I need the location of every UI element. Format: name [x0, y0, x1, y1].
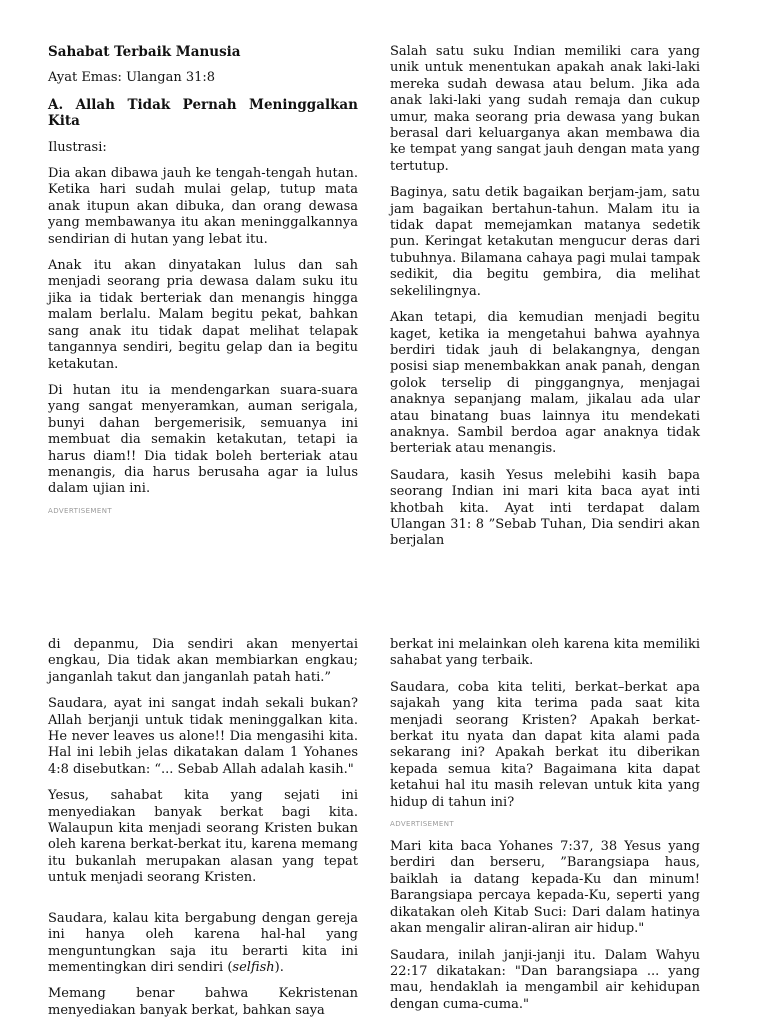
paragraph: Yesus, sahabat kita yang sejati ini menyediakan banyak berkat bagi kita. Walaupun kita menjadi seorang Kristen bukan oleh karena berkat-berkat itu, karena memang itu bukanlah merupakan alasan yang tepat untuk menjadi seorang Kristen.	[48, 788, 358, 886]
paragraph: Saudara, inilah janji-janji itu. Dalam Wahyu 22:17 dikatakan: "Dan barangsiapa ... yang mau, hendaklah ia mengambil air kehidupan dengan cuma-cuma."	[390, 947, 700, 1012]
paragraph	[48, 911, 358, 977]
bottom-right-column	[390, 637, 700, 1023]
paragraph: Salah satu suku Indian memiliki cara yang unik untuk menentukan apakah anak laki-laki mereka sudah dewasa atau belum. Jika ada anak laki-laki yang sudah remaja dan cukup umur, maka seorang pria dewasa yang bukan berasal dari keluarganya akan membawa dia ke tempat yang sangat jauh dengan mata yang tertutup.	[390, 44, 700, 174]
paragraph: berkat ini melainkan oleh karena kita memiliki sahabat yang terbaik.	[390, 637, 700, 669]
paragraph: Dia akan dibawa jauh ke tengah-tengah hutan. Ketika hari sudah mulai gelap, tutup mata anak itupun akan dibuka, dan orang dewasa yang membawanya itu akan meninggalkannya sendirian di hutan yang lebat itu.	[48, 166, 358, 247]
paragraph-text: ).	[274, 959, 284, 975]
paragraph: Saudara, ayat ini sangat indah sekali bukan? Allah berjanji untuk tidak meninggalkan kita. He never leaves us alone!! Dia mengasihi kita. Hal ini lebih jelas dikatakan dalam 1 Yohanes 4:8 disebutkan: “... Sebab Allah adalah kasih."	[48, 696, 358, 777]
paragraph: Memang benar bahwa Kekristenan menyediakan banyak berkat, bahkan saya	[48, 986, 358, 1018]
paragraph: Akan tetapi, dia kemudian menjadi begitu kaget, ketika ia mengetahui bahwa ayahnya berdiri tidak jauh di belakangnya, dengan posisi siap menembakkan anak panah, dengan golok terselip di pinggangnya, menjagai anaknya sepanjang malam, jikalau ada ular atau binatang buas lainnya itu mendekati anaknya. Sambil berdoa agar anaknya tidak berteriak atau menangis.	[390, 310, 700, 457]
paragraph: Mari kita baca Yohanes 7:37, 38 Yesus yang berdiri dan berseru, ”Barangsiapa haus, baiklah ia datang kepada-Ku dan minum! Barangsiapa percaya kepada-Ku, seperti yang dikatakan oleh Kitab Suci: Dari dalam hatinya akan mengalir aliran-aliran air hidup."	[390, 839, 700, 937]
spacer	[48, 897, 358, 911]
illustration-label: Ilustrasi:	[48, 139, 107, 155]
italic-term: selfish	[232, 959, 275, 975]
advertisement-label: ADVERTISEMENT	[48, 506, 113, 515]
advertisement-label: ADVERTISEMENT	[390, 820, 455, 829]
top-left-column	[48, 44, 358, 526]
paragraph-text: Saudara, kalau kita bergabung dengan gereja ini hanya oleh karena hal-hal yang menguntungkan saja itu berarti kita ini mementingkan diri sendiri (	[48, 910, 358, 975]
key-verse: Ayat Emas: Ulangan 31:8	[48, 70, 216, 86]
paragraph: Saudara, coba kita teliti, berkat–berkat apa sajakah yang kita terima pada saat kita menjadi seorang Kristen? Apakah berkat-berkat itu nyata dan dapat kita alami pada sekarang ini? Apakah berkat itu diberikan kepada semua kita? Bagaimana kita dapat ketahui hal itu masih relevan untuk kita yang hidup di tahun ini?	[390, 679, 700, 810]
section-heading-a: A. Allah Tidak Pernah Meninggalkan Kita	[48, 96, 358, 130]
paragraph: Anak itu akan dinyatakan lulus dan sah menjadi seorang pria dewasa dalam suku itu jika ia tidak berteriak dan menangis hingga malam berlalu. Malam begitu pekat, bahkan sang anak itu tidak dapat melihat telapak tangannya sendiri, begitu gelap dan ia begitu ketakutan.	[48, 258, 358, 372]
paragraph: di depanmu, Dia sendiri akan menyertai engkau, Dia tidak akan membiarkan engkau; janganlah takut dan janganlah patah hati.”	[48, 637, 358, 685]
article-title: Sahabat Terbaik Manusia	[48, 44, 241, 60]
paragraph: Di hutan itu ia mendengarkan suara-suara yang sangat menyeramkan, auman serigala, bunyi dahan bergemerisik, semuanya ini membuat dia semakin ketakutan, tetapi ia harus diam!! Dia tidak boleh berteriak atau menangis, dia harus berusaha agar ia lulus dalam ujian ini.	[48, 382, 358, 497]
bottom-left-column	[48, 637, 358, 1029]
paragraph: Saudara, kasih Yesus melebihi kasih bapa seorang Indian ini mari kita baca ayat inti khotbah kita. Ayat inti terdapat dalam Ulangan 31: 8 ”Sebab Tuhan, Dia sendiri akan berjalan	[390, 467, 700, 549]
paragraph: Baginya, satu detik bagaikan berjam-jam, satu jam bagaikan bertahun-tahun. Malam itu ia tidak dapat memejamkan matanya sedetik pun. Keringat ketakutan mengucur deras dari tubuhnya. Bilamana cahaya pagi mulai tampak sedikit, dia begitu gembira, dia melihat sekelilingnya.	[390, 185, 700, 299]
top-right-column	[390, 44, 700, 560]
